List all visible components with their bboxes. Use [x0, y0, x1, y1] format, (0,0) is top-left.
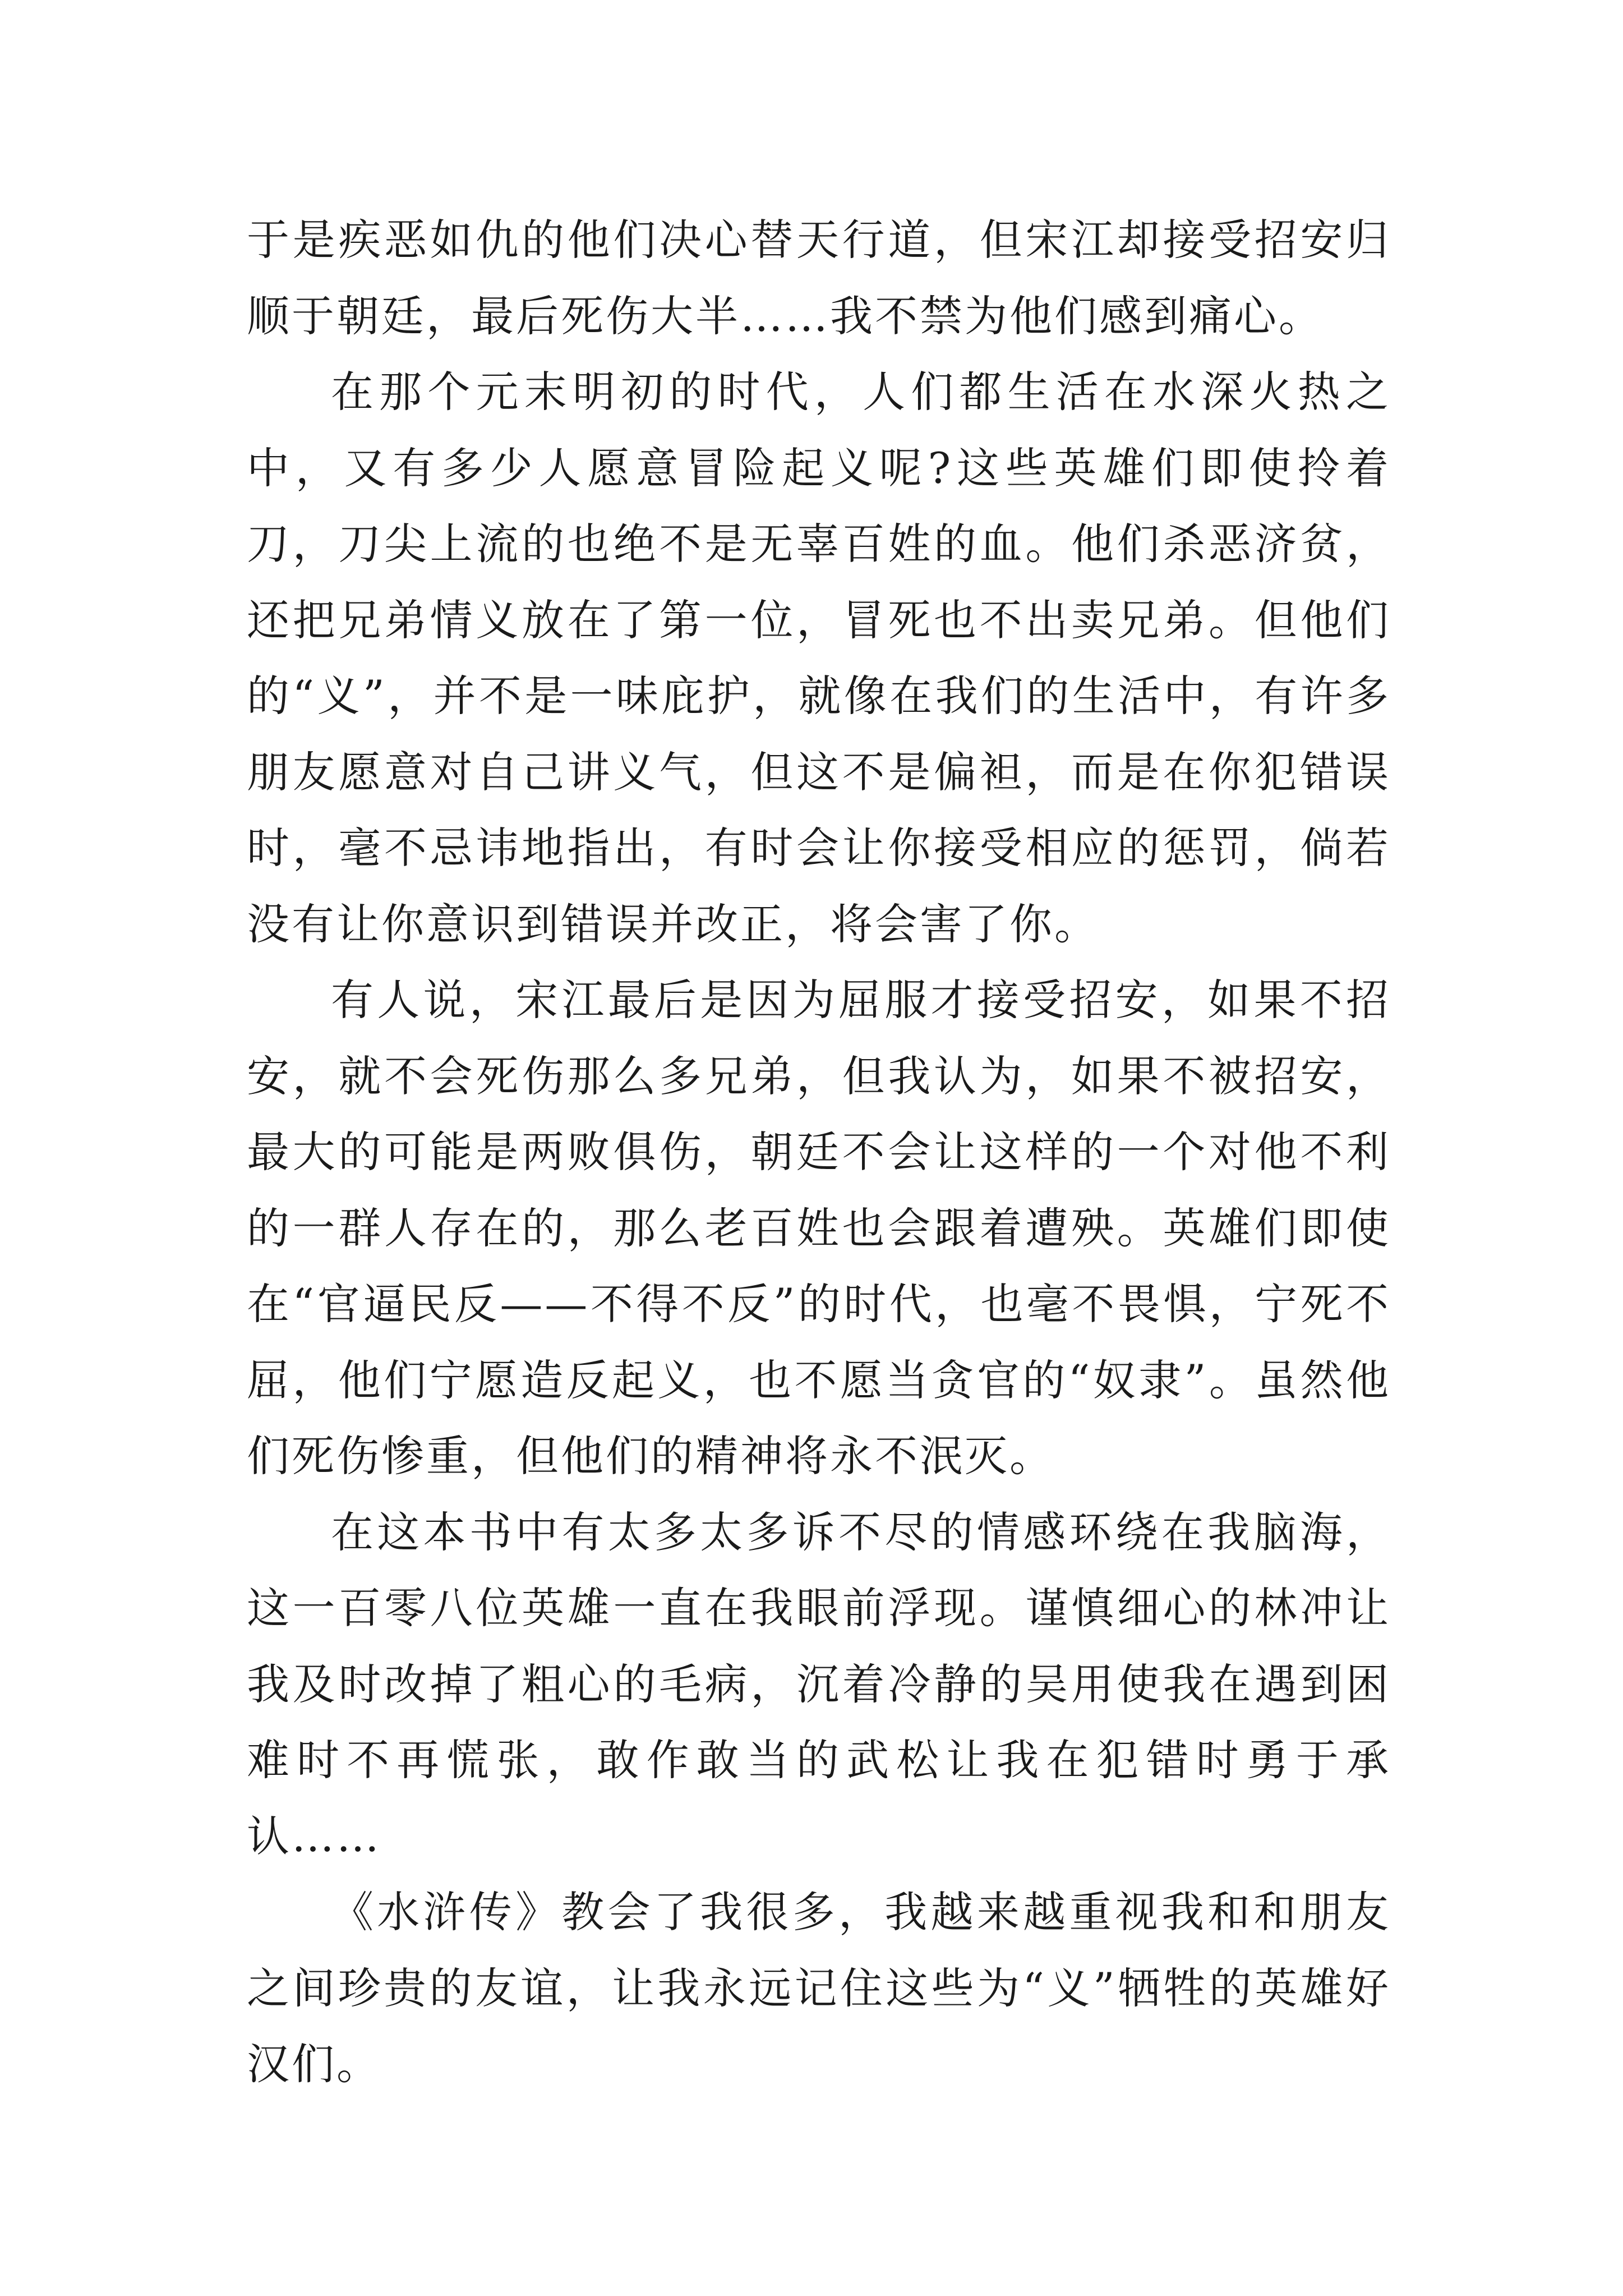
paragraph-3: 有人说，宋江最后是因为屈服才接受招安，如果不招安，就不会死伤那么多兄弟，但我认为，如果不被招安，最大的可能是两败俱伤，朝廷不会让这样的一个对他不利的一群人存在的，那么老百姓也会跟着遭殃。英雄们即使在“官逼民反——不得不反”的时代，也毫不畏惧，宁死不屈，他们宁愿造反起义，也不愿当贪官的“奴隶”。虽然他们死伤惨重，但他们的精神将永不泯灭。 [247, 975, 1391, 1481]
paragraph-1: 于是疾恶如仇的他们决心替天行道，但宋江却接受招安归顺于朝廷，最后死伤大半……我不禁为他们感到痛心。 [247, 215, 1391, 341]
paragraph-2: 在那个元末明初的时代，人们都生活在水深火热之中，又有多少人愿意冒险起义呢?这些英雄们即使拎着刀，刀尖上流的也绝不是无辜百姓的血。他们杀恶济贫，还把兄弟情义放在了第一位，冒死也不出卖兄弟。但他们的“义”，并不是一味庇护，就像在我们的生活中，有许多朋友愿意对自己讲义气，但这不是偏袒，而是在你犯错误时，毫不忌讳地指出，有时会让你接受相应的惩罚，倘若没有让你意识到错误并改正，将会害了你。 [247, 367, 1391, 949]
paragraph-4: 在这本书中有太多太多诉不尽的情感环绕在我脑海，这一百零八位英雄一直在我眼前浮现。谨慎细心的林冲让我及时改掉了粗心的毛病，沉着冷静的吴用使我在遇到困难时不再慌张，敢作敢当的武松让我在犯错时勇于承认…… [247, 1507, 1391, 1861]
document-body [247, 202, 1391, 2102]
paragraph-5: 《水浒传》教会了我很多，我越来越重视我和和朋友之间珍贵的友谊，让我永远记住这些为“义”牺牲的英雄好汉们。 [247, 1887, 1391, 2089]
